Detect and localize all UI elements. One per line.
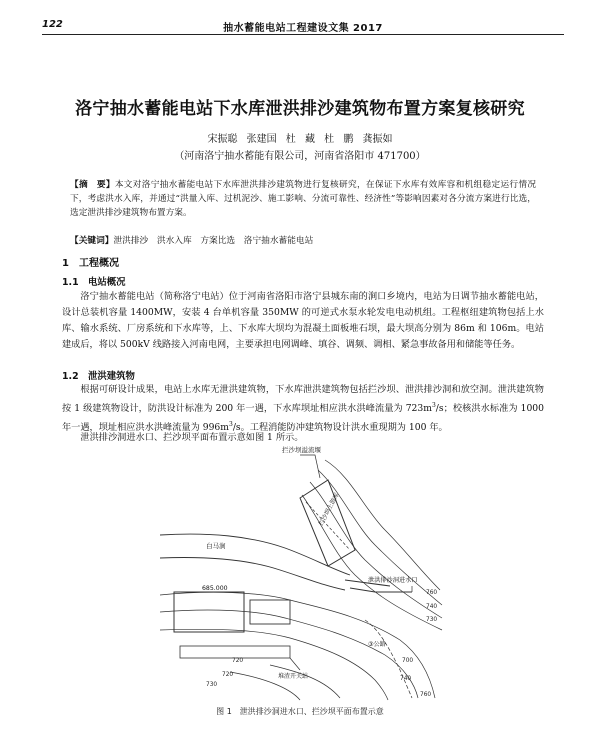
contour-label: 730 [426, 617, 438, 623]
contour-label: 720 [232, 658, 244, 664]
building-block [174, 592, 244, 632]
plan-drawing [150, 440, 450, 702]
section-1-2-heading: 1.2 泄洪建筑物 [62, 371, 135, 382]
contour-line [160, 590, 438, 698]
road-strip [180, 646, 290, 658]
journal-title: 抽水蓄能电站工程建设文集 2017 [223, 23, 383, 34]
river-bank-south [160, 558, 345, 591]
para-seg-b: /s；校核洪水标准为 1000 年一遇，坝址相应洪水洪峰流量为 996m [62, 403, 544, 434]
page-number: 122 [42, 19, 63, 30]
section-1-2-paragraph [62, 382, 544, 436]
contour-line [270, 665, 340, 698]
abstract-label: 【摘 要】 [70, 180, 115, 190]
contour-label: 740 [400, 676, 412, 682]
abstract-text: 本文对洛宁抽水蓄能电站下水库泄洪排沙建筑物进行复核研究，在保证下水库有效库容和机组稳定运行情况下，考虑洪水入库，并通过“洪量入库、过机泥沙、施工影响、分流可靠性、经济性”等影响因素对各分流方案进行比选，选定泄洪排沙建筑物布置方案。 [70, 180, 537, 218]
contour-line [325, 460, 440, 590]
sediment-dam [300, 480, 355, 566]
affiliation: （河南洛宁抽水蓄能有限公司，河南省洛阳市 471700） [174, 151, 426, 162]
authors: 宋振聪 张建国 杜 藏 杜 鹏 龚振如 [207, 134, 393, 145]
keywords [70, 234, 536, 246]
contour-label: 740 [426, 604, 438, 610]
running-header [42, 18, 564, 35]
keywords-text: 泄洪排沙 洪水入库 方案比选 洛宁抽水蓄能电站 [113, 236, 314, 246]
para-seg-c: /s。工程消能防冲建筑物设计洪水重现期为 100 年。 [232, 422, 448, 434]
label-river: 白马涧 [206, 542, 226, 550]
paper-title: 洛宁抽水蓄能电站下水库泄洪排沙建筑物布置方案复核研究 [75, 99, 525, 119]
river-bank-north [160, 534, 350, 575]
label-tunnel: 泄洪排沙洞进水口 [368, 577, 418, 584]
contour-label: 760 [426, 590, 438, 596]
figure-caption: 图 1 泄洪排沙洞进水口、拦沙坝平面布置示意 [216, 707, 384, 716]
contour-label: 720 [222, 672, 234, 678]
figure-reference-paragraph: 泄洪排沙洞进水口、拦沙坝平面布置示意如图 1 所示。 [80, 432, 304, 443]
contour-label: 700 [402, 658, 414, 664]
contour-label: 760 [420, 692, 432, 698]
label-elevation: 685.000 [202, 585, 228, 592]
label-dam: 拦沙坝溢流堰 [282, 446, 321, 454]
section-1-1-heading: 1.1 电站概况 [62, 277, 126, 288]
section-1-1-paragraph: 洛宁抽水蓄能电站（简称洛宁电站）位于河南省洛阳市洛宁县城东南的涧口乡境内，电站为日调节抽水蓄能电站，设计总装机容量 1400MW，安装 4 台单机容量 350MW 的可逆式水泵水轮发电电动机组。工程枢纽建筑物包括上水库、输水系统、厂房系统和下水库等，上、下水库大坝均为混凝土面板堆石坝，最大坝高分别为 86m 和 106m。电站建成后，将以 500kV 线路接入河南电网，主要承担电网调峰、填谷、调频、调相、紧急事故备用和储能等任务。 [62, 291, 544, 350]
para-seg-a: 根据可研设计成果，电站上水库无泄洪建筑物，下水库泄洪建筑物包括拦沙坝、泄洪排沙洞和放空洞。泄洪建筑物按 1 级建筑物设计，防洪设计标准为 200 年一遇，下水库坝址相应洪水洪峰流量为 723m [62, 384, 544, 415]
keywords-label: 【关键词】 [70, 236, 114, 246]
leader-station [290, 658, 300, 670]
abstract [70, 178, 536, 220]
superscript-b: 3 [228, 421, 233, 429]
superscript-a: 3 [431, 402, 436, 409]
section-1-heading: 1 工程概况 [62, 258, 119, 269]
leader-dam [300, 455, 320, 478]
label-lake: 拦沙坝上游库 [317, 491, 341, 527]
label-station: 堆渣开关站 [278, 673, 309, 680]
figure-1-plan [150, 440, 450, 702]
contour-label: 730 [206, 682, 218, 688]
label-road: ③公路 [368, 641, 386, 648]
building-block [250, 600, 290, 624]
